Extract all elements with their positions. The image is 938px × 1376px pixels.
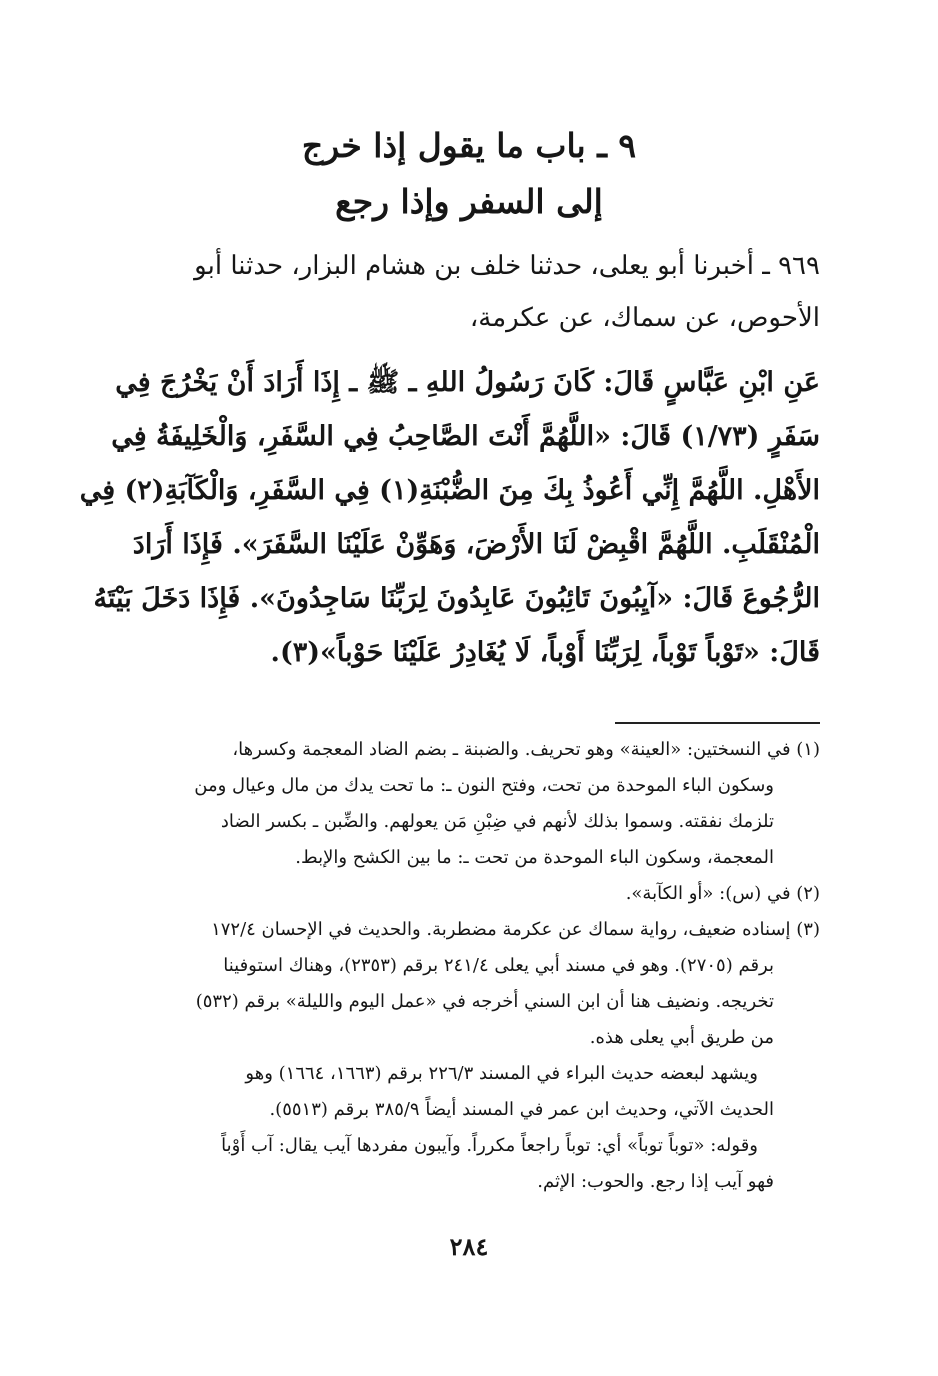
footnote-line: (١) في النسختين: «العينة» وهو تحريف. والضبنة ـ بضم الضاد المعجمة وكسرها، — [232, 739, 820, 760]
hadith-matn — [79, 356, 820, 680]
footnote-line: (٣) إسناده ضعيف، رواية سماك عن عكرمة مضطربة. والحديث في الإحسان ١٧٢/٤ — [211, 919, 820, 940]
footnote-line: المعجمة، وسكون الباء الموحدة من تحت ـ: ما بين الكشح والإبط. — [295, 847, 774, 868]
matn-line: قَالَ: «تَوْباً تَوْباً، لِرَبِّنَا أَوْباً، لَا يُغَادِرُ عَلَيْنَا حَوْباً»(٣). — [270, 637, 820, 668]
isnad-line: الأحوص، عن سماك، عن عكرمة، — [469, 303, 820, 333]
hadith-isnad — [108, 240, 820, 344]
footnote-line: وسكون الباء الموحدة من تحت، وفتح النون ـ: ما تحت يدك من مال وعيال ومن — [194, 775, 774, 796]
footnote-2 — [108, 876, 820, 912]
matn-line: الرُّجُوعَ قَالَ: «آيِبُونَ تَائِبُونَ عَابِدُونَ لِرَبِّنَا سَاجِدُونَ». فَإِذَا دَخَلَ بَيْتَهُ — [93, 583, 820, 614]
footnote-line: وقوله: «توباً توباً» أي: توباً راجعاً مكرراً. وآيبون مفردها آيب يقال: آب أَوْباً — [221, 1135, 758, 1156]
footnote-line: (٢) في (س): «أو الكآبة». — [625, 883, 820, 904]
footnote-1 — [108, 732, 820, 876]
footnote-line: برقم (٢٧٠٥). وهو في مسند أبي يعلى ٢٤١/٤ برقم (٢٣٥٣)، وهناك استوفينا — [223, 955, 774, 976]
chapter-title-line-1: ٩ ـ باب ما يقول إذا خرج — [301, 126, 637, 165]
chapter-title-line-2: إلى السفر وإذا رجع — [335, 182, 603, 221]
page-number: ٢٨٤ — [449, 1232, 489, 1261]
matn-line: الْمُنْقَلَبِ. اللَّهُمَّ اقْبِضْ لَنَا الأَرْضَ، وَهَوِّنْ عَلَيْنَا السَّفَرَ». فَإِذَا أَرَادَ — [132, 529, 820, 560]
footnote-line: من طريق أبي يعلى هذه. — [589, 1027, 774, 1048]
matn-line: سَفَرٍ (١/٧٣) قَالَ: «اللَّهُمَّ أَنْتَ الصَّاحِبُ فِي السَّفَرِ، وَالْخَلِيفَةُ فِي — [111, 421, 820, 452]
matn-line: عَنِ ابْنِ عَبَّاسٍ قَالَ: كَانَ رَسُولُ اللهِ ـ ﷺ ـ إِذَا أَرَادَ أَنْ يَخْرُجَ فِي — [115, 367, 820, 398]
footnote-3 — [108, 912, 820, 1200]
footnote-line: تلزمك نفقته. وسموا بذلك لأنهم في ضِبْنِ مَن يعولهم. والضِّبن ـ بكسر الضاد — [220, 811, 774, 832]
isnad-line: ٩٦٩ ـ أخبرنا أبو يعلى، حدثنا خلف بن هشام البزار، حدثنا أبو — [194, 251, 820, 281]
matn-line: الأَهْلِ. اللَّهُمَّ إِنِّي أَعُوذُ بِكَ مِنَ الضُّبْنَةِ(١) فِي السَّفَرِ، وَالْكَآبَةِ(٢) فِي — [79, 475, 820, 506]
footnote-line: الحديث الآتي، وحديث ابن عمر في المسند أيضاً ٣٨٥/٩ برقم (٥٥١٣). — [269, 1099, 774, 1120]
footnote-line: فهو آيب إذا رجع. والحوب: الإثم. — [537, 1171, 774, 1192]
chapter-title — [100, 118, 838, 230]
footnote-line: تخريجه. ونضيف هنا أن ابن السني أخرجه في «عمل اليوم والليلة» برقم (٥٣٢) — [195, 991, 774, 1012]
footnote-line: ويشهد لبعضه حديث البراء في المسند ٢٢٦/٣ برقم (١٦٦٣، ١٦٦٤) وهو — [245, 1063, 758, 1084]
footnotes — [108, 732, 820, 1200]
footnote-separator — [615, 722, 820, 724]
